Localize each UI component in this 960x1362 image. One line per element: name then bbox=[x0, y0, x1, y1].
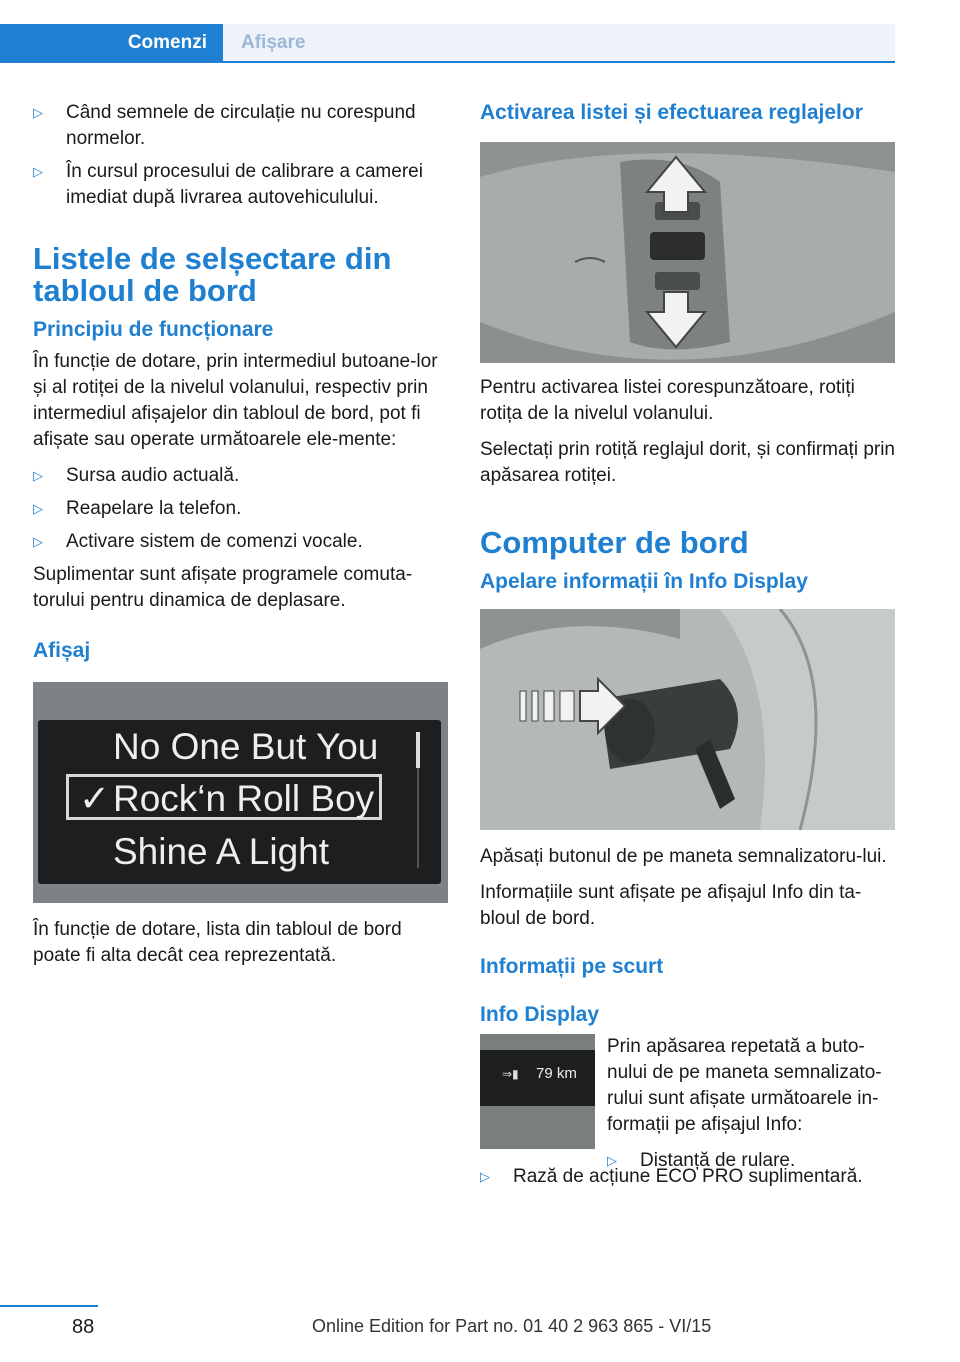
call-title: Apelare informații în Info Display bbox=[480, 570, 808, 593]
bullet-list-eco bbox=[480, 1164, 895, 1190]
page-number-rule bbox=[0, 1305, 98, 1307]
activate-text-2: Selectați prin rotiță reglajul dorit, și confirmați prin apăsarea rotiței. bbox=[480, 439, 896, 486]
bullet-list-mid bbox=[33, 463, 448, 555]
display-caption: În funcție de dotare, lista din tabloul de bord poate fi alta decât cea reprezentată. bbox=[33, 919, 402, 966]
list-item: ▷ Distanță de rulare. bbox=[607, 1148, 895, 1174]
info-text: Prin apăsarea repetată a buto-nului de pe maneta semnalizato-rului sunt afișate următoarele in-formații pe afișajul Info: bbox=[607, 1036, 882, 1135]
tab-comenzi[interactable]: Comenzi bbox=[0, 24, 223, 62]
info-display-value: 79 km bbox=[536, 1065, 577, 1082]
triangle-bullet-icon: ▷ bbox=[33, 501, 43, 516]
display-figure bbox=[33, 682, 448, 903]
list-item: ▷ În cursul procesului de calibrare a camerei imediat după livrarea autovehiculului. bbox=[33, 161, 423, 208]
display-item-2: Rock‘n Roll Boy bbox=[113, 778, 375, 819]
triangle-bullet-icon: ▷ bbox=[607, 1153, 617, 1168]
steering-wheel-figure bbox=[480, 142, 895, 363]
display-item-3: Shine A Light bbox=[113, 831, 330, 872]
page-number: 88 bbox=[72, 1316, 95, 1338]
triangle-bullet-icon: ▷ bbox=[33, 468, 43, 483]
footer-edition: Online Edition for Part no. 01 40 2 963 865 - VI/15 bbox=[312, 1316, 712, 1336]
triangle-bullet-icon: ▷ bbox=[33, 105, 43, 120]
info-text-block bbox=[607, 1034, 895, 1181]
scrollbar-thumb bbox=[416, 732, 420, 768]
fuel-range-icon: ⇒▮ bbox=[502, 1067, 519, 1081]
section-title: Listele de selșectare din tabloul de bord bbox=[33, 241, 392, 308]
triangle-bullet-icon: ▷ bbox=[480, 1169, 490, 1184]
scrollbar-track bbox=[417, 768, 419, 868]
check-icon: ✓ bbox=[79, 778, 111, 819]
list-item: ▷ Când semnele de circulație nu corespund normelor. bbox=[33, 102, 416, 149]
list-item: ▷ Sursa audio actuală. bbox=[33, 463, 448, 489]
header-tabs bbox=[0, 24, 895, 62]
short-info-title: Informații pe scurt bbox=[480, 955, 664, 978]
list-item: ▷ Rază de acțiune ECO PRO suplimentară. bbox=[480, 1164, 895, 1190]
list-item: ▷ Activare sistem de comenzi vocale. bbox=[33, 529, 448, 555]
computer-title: Computer de bord bbox=[480, 525, 749, 560]
info-display-block bbox=[480, 1034, 895, 1184]
header-divider bbox=[0, 61, 895, 63]
bullet-list-top bbox=[33, 100, 448, 211]
activate-title: Activarea listei și efectuarea reglajelor bbox=[480, 101, 863, 124]
display-item-1: No One But You bbox=[113, 726, 379, 767]
principle-text: În funcție de dotare, prin intermediul butoane-lor și al rotiței de la nivelul volanului, respectiv prin intermediul afișajelor din tabloul de bord, pot fi afișate sau operate următoarele ele-mente: bbox=[33, 351, 438, 450]
call-text-2: Informațiile sunt afișate pe afișajul Info din ta-bloul de bord. bbox=[480, 882, 862, 929]
list-item: ▷ Reapelare la telefon. bbox=[33, 496, 448, 522]
tab-afisare[interactable]: Afișare bbox=[223, 24, 895, 62]
info-display-title: Info Display bbox=[480, 1003, 600, 1026]
steering-wheel-illustration bbox=[480, 142, 895, 363]
activate-text-1: Pentru activarea listei corespunzătoare, rotiți rotița de la nivelul volanului. bbox=[480, 377, 855, 424]
stalk-illustration bbox=[480, 609, 895, 830]
triangle-bullet-icon: ▷ bbox=[33, 534, 43, 549]
supplement-text: Suplimentar sunt afișate programele comuta-torului pentru dinamica de deplasare. bbox=[33, 564, 413, 611]
right-column bbox=[480, 100, 895, 1197]
left-column bbox=[33, 100, 448, 979]
triangle-bullet-icon: ▷ bbox=[33, 164, 43, 179]
call-text-1: Apăsați butonul de pe maneta semnalizatoru-lui. bbox=[480, 846, 887, 867]
display-title: Afișaj bbox=[33, 639, 91, 662]
stalk-figure bbox=[480, 609, 895, 830]
principle-title: Principiu de funcționare bbox=[33, 318, 274, 341]
info-display-thumb bbox=[480, 1034, 595, 1149]
